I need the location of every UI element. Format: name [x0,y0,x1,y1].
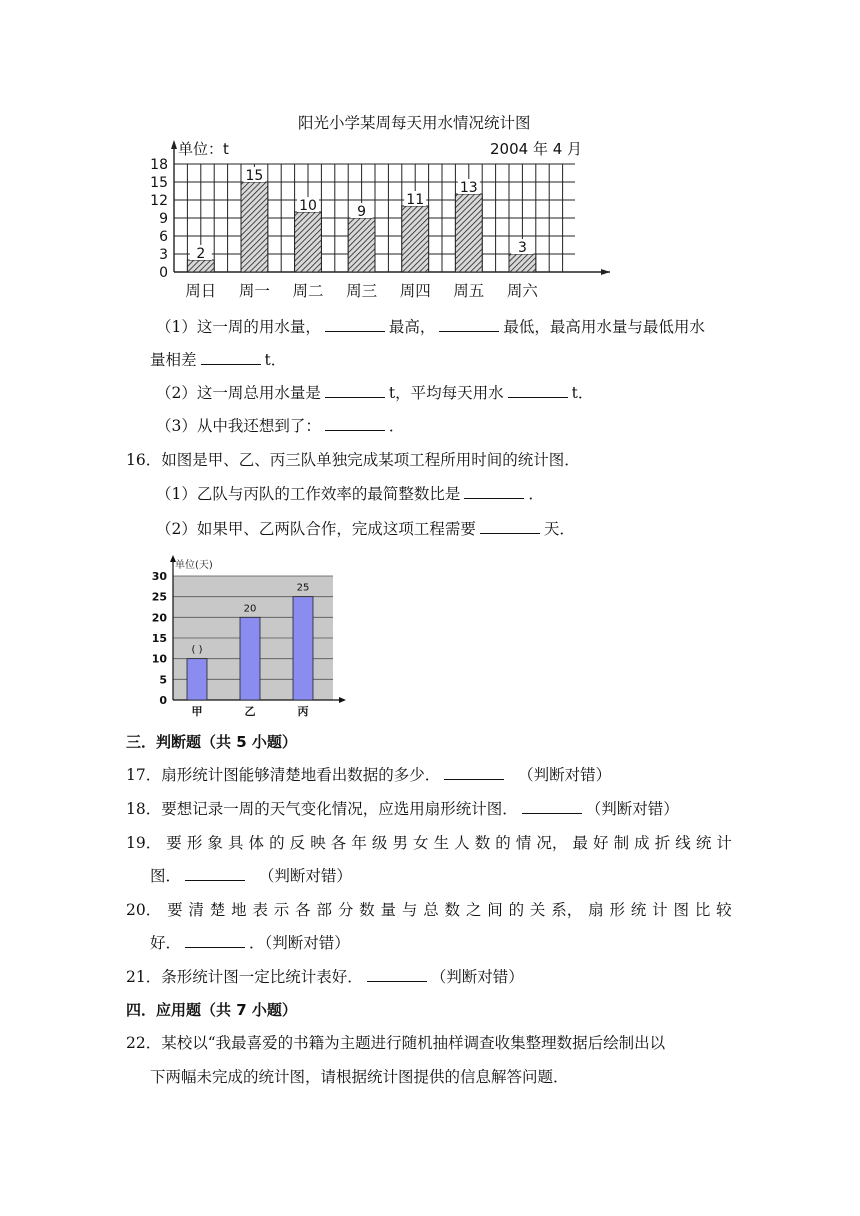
data-label: ( ) [191,644,203,656]
x-tick-label: 周二 [292,282,324,300]
char: 数 [444,901,461,919]
x-tick-label: 周一 [238,282,270,300]
x-tick-label: 周六 [506,282,538,300]
bar-甲 [187,659,207,700]
char: 19． [126,834,162,852]
y-tick-label: 0 [159,694,167,707]
q22-line2: 下两幅未完成的统计图，请根据统计图提供的信息解答问题． [150,1068,569,1086]
answer-blank[interactable] [464,484,524,499]
q18: 18．要想记录一周的天气变化情况，应选用扇形统计图． （判断对错） [126,800,679,818]
x-tick-label: 周四 [399,282,431,300]
char: 要 [166,834,182,852]
answer-blank[interactable] [185,866,245,881]
char: 清 [188,901,204,919]
char: 总 [423,901,439,919]
q16-stem: 16．如图是甲、乙、丙三队单独完成某项工程所用时间的统计图． [126,451,580,469]
data-label: 11 [406,192,425,208]
char: 系， [551,901,583,919]
y-tick-label: 18 [150,157,168,173]
char: 折 [654,834,671,852]
q15-part1-line2: 量相差 t． [150,351,287,369]
char: 男 [392,834,408,852]
y-tick-label: 0 [159,265,168,281]
y-tick-label: 15 [151,632,167,645]
bar-周一 [241,182,268,272]
y-tick-label: 15 [150,175,168,191]
q20-line1 [126,899,732,921]
char: 各 [330,834,347,852]
char: 的 [269,834,285,852]
y-tick-label: 20 [151,611,167,625]
y-tick-label: 6 [159,229,168,245]
x-tick-label: 丙 [297,705,309,718]
section-3-heading: 三．判断题（共 5 小题） [126,733,297,751]
char: 与 [401,901,418,919]
bar-周五 [455,194,482,272]
char: 的 [495,834,511,852]
y-axis-arrow [171,140,177,149]
char: 况， [536,834,568,852]
x-tick-label: 乙 [244,705,256,718]
y-tick-label: 30 [151,570,167,583]
char: 表 [252,901,268,919]
x-tick-label: 周日 [185,282,217,300]
bar-乙 [240,617,260,700]
q16-part1: （1）乙队与丙队的工作效率的最简整数比是 ． [156,485,544,503]
y-tick-label: 10 [151,652,167,666]
char: 图 [673,901,689,919]
answer-blank[interactable] [325,317,385,332]
char: 比 [694,901,711,919]
chart2-unit: 单位(天) [175,560,213,571]
data-label: 10 [299,198,317,214]
char: 关 [529,901,546,919]
bar-周六 [509,254,536,272]
char: 之 [465,901,482,919]
bar-周四 [402,206,429,272]
char: 好 [593,834,609,852]
char: 制 [613,834,630,852]
char: 情 [515,834,532,852]
char: 线 [675,834,691,852]
char: 扇 [588,901,604,919]
q16-part2: （2）如果甲、乙两队合作，完成这项工程需要 天． [156,520,575,538]
answer-blank[interactable] [325,383,385,398]
q15-part1-line1: （1）这一周的用水量， 最高， 最低，最高用水量与最低用水 [156,318,705,336]
char: 统 [630,901,647,919]
data-label: 20 [243,603,257,615]
char: 分 [337,901,354,919]
q19-line2: 图． （判断对错） [150,867,352,885]
char: 要 [167,901,183,919]
y-tick-label: 9 [159,211,168,227]
char: 统 [695,834,712,852]
q15-part3: （3）从中我还想到了： ． [156,417,405,435]
answer-blank[interactable] [439,317,499,332]
char: 最 [572,834,588,852]
data-label: 2 [196,246,206,262]
answer-blank[interactable] [185,933,245,948]
q22-line1: 22．某校以“我最喜爱的书籍为主题进行随机抽样调查收集整理数据后绘制出以 [126,1034,666,1052]
answer-blank[interactable] [522,799,582,814]
chart1-date: 2004 年 4 月 [490,140,583,158]
x-tick-label: 周三 [346,282,378,300]
char: 成 [634,834,650,852]
char: 生 [433,834,450,852]
chart1-grid [171,140,610,275]
x-axis-arrow [601,269,610,275]
x-tick-label: 甲 [191,705,203,718]
char: 的 [508,901,525,919]
char: 间 [487,901,503,919]
char: 示 [273,901,290,919]
char: 象 [207,834,223,852]
y-tick-label: 12 [150,193,168,209]
char: 级 [371,834,388,852]
char: 形 [609,901,625,919]
q21: 21．条形统计图一定比统计表好． （判断对错） [126,968,524,986]
q20-line2: 好． ．（判断对错） [150,934,350,952]
y-tick-label: 25 [151,590,167,604]
char: 映 [310,834,326,852]
chart1-title: 阳光小学某周每天用水情况统计图 [298,114,531,132]
data-label: 3 [517,240,527,256]
data-label: 9 [357,204,367,220]
char: 楚 [209,901,226,919]
char: 计 [716,834,732,852]
answer-blank[interactable] [325,416,385,431]
y-tick-label: 5 [159,673,167,687]
data-label: 15 [245,168,264,184]
answer-blank[interactable] [508,383,568,398]
chart1-y-ticks [150,157,168,281]
char: 形 [186,834,203,852]
answer-blank[interactable] [201,350,261,365]
q19-line1 [126,832,732,854]
answer-blank[interactable] [480,519,540,534]
char: 各 [295,901,311,919]
char: 计 [652,901,668,919]
answer-blank[interactable] [444,765,504,780]
char: 人 [454,834,470,852]
char: 年 [351,834,367,852]
char: 部 [316,901,332,919]
bar-周二 [295,212,322,272]
data-label: 25 [296,582,310,594]
char: 具 [227,834,244,852]
y-tick-label: 3 [159,247,168,263]
q15-part2: （2）这一周总用水量是 t，平均每天用水 t． [156,384,594,402]
chart1-unit: 单位：t [178,140,229,158]
char: 地 [231,901,247,919]
char: 数 [474,834,491,852]
chart1-x-labels [185,282,538,300]
bar-丙 [293,597,313,700]
x-tick-label: 周五 [453,282,485,300]
char: 较 [716,901,732,919]
water-usage-chart [140,104,620,304]
answer-blank[interactable] [367,967,427,982]
char: 反 [289,834,306,852]
char: 数 [359,901,375,919]
char: 20． [126,901,162,919]
data-label: 13 [459,180,478,196]
char: 量 [380,901,397,919]
char: 女 [413,834,429,852]
char: 体 [248,834,265,852]
bar-周三 [348,218,375,272]
project-days-chart [145,552,350,720]
section-4-heading: 四．应用题（共 7 小题） [126,1001,297,1019]
q17: 17．扇形统计图能够清楚地看出数据的多少． （判断对错） [126,766,612,784]
